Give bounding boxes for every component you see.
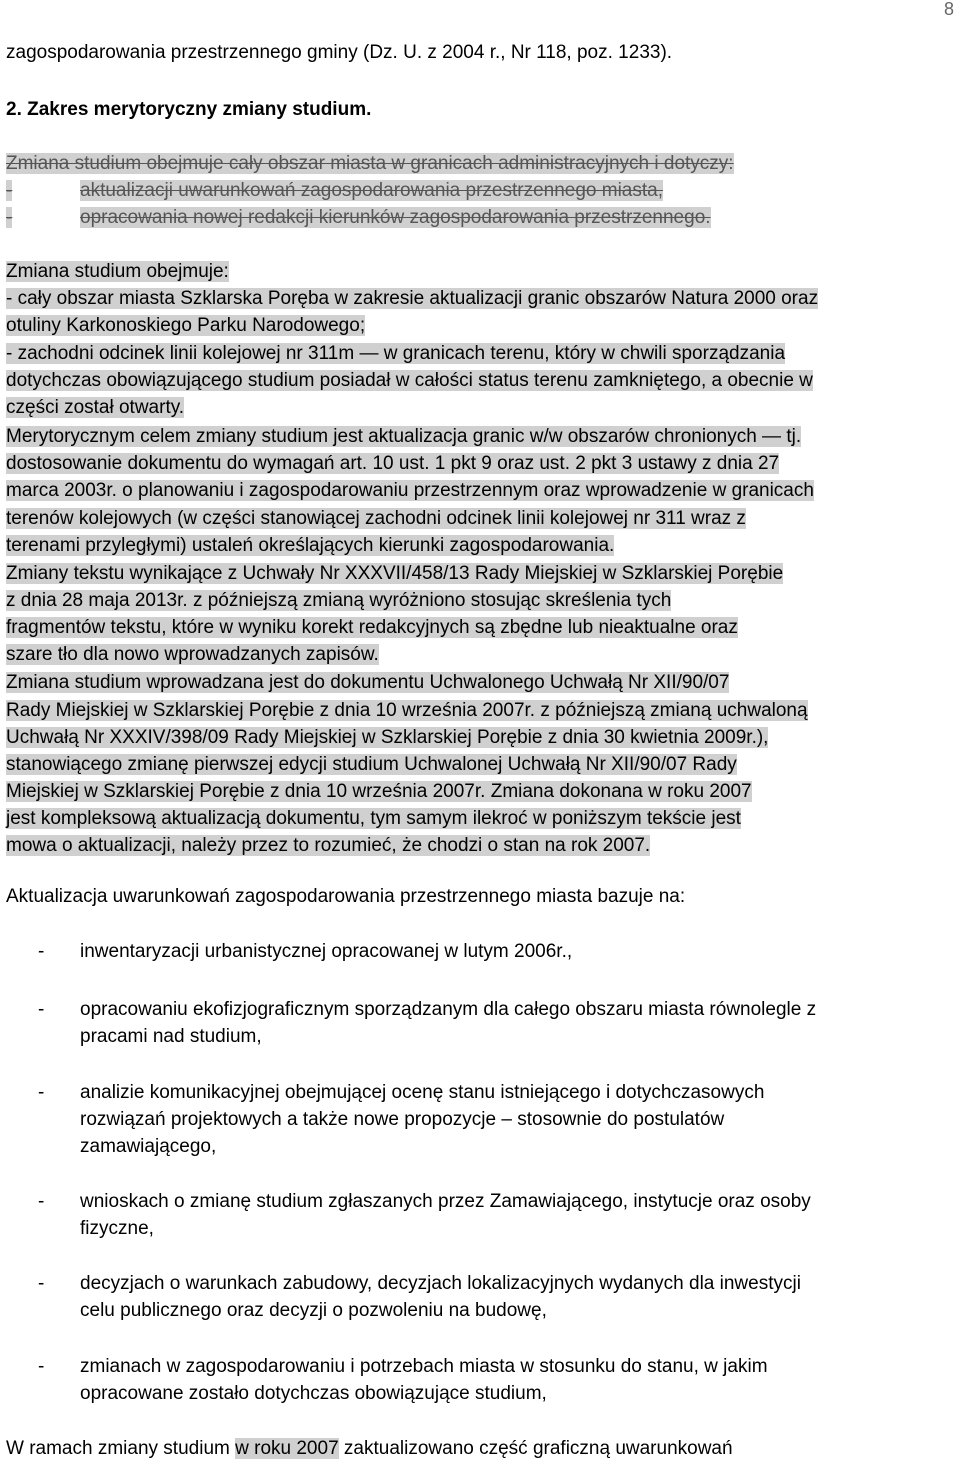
highlighted-line: terenami przyległymi) ustaleń określających kierunki zagospodarowania. [6, 535, 615, 556]
struck-item: aktualizacji uwarunkowań zagospodarowania przestrzennego miasta, [80, 180, 663, 201]
highlighted-line: szare tło dla nowo wprowadzanych zapisów. [6, 644, 379, 665]
bullet-text: decyzjach o warunkach zabudowy, decyzjach lokalizacyjnych wydanych dla inwestycji [80, 1273, 801, 1294]
intro-line: zagospodarowania przestrzennego gminy (Dz. U. z 2004 r., Nr 118, poz. 1233). [6, 42, 673, 63]
struck-dash: - [6, 180, 13, 201]
highlighted-line: jest kompleksową aktualizacją dokumentu, tym samym ilekroć w poniższym tekście jest [6, 808, 741, 829]
highlighted-line: stanowiącego zmianę pierwszej edycji studium Uchwalonej Uchwałą Nr XII/90/07 Rady [6, 754, 737, 775]
highlighted-line: części został otwarty. [6, 397, 185, 418]
highlighted-line: terenów kolejowych (w części stanowiącej zachodni odcinek linii kolejowej nr 311 wraz z [6, 508, 746, 529]
bullet-text: pracami nad studium, [80, 1026, 262, 1047]
highlighted-line: Miejskiej w Szklarskiej Porębie z dnia 10 września 2007r. Zmiana dokonana w roku 2007 [6, 781, 752, 802]
bullet-dash: - [38, 1356, 45, 1377]
highlighted-line: - zachodni odcinek linii kolejowej nr 311m — w granicach terenu, który w chwili sporządzania [6, 343, 786, 364]
bullet-dash: - [38, 999, 45, 1020]
bullet-text: wnioskach o zmianę studium zgłaszanych przez Zamawiającego, instytucje oraz osoby [80, 1191, 811, 1212]
highlighted-line: otuliny Karkonoskiego Parku Narodowego; [6, 315, 366, 336]
bullet-text: inwentaryzacji urbanistycznej opracowanej w lutym 2006r., [80, 941, 573, 962]
highlighted-line: marca 2003r. o planowaniu i zagospodarowaniu przestrzennym oraz wprowadzenie w granicach [6, 480, 814, 501]
bullet-dash: - [38, 941, 45, 962]
bullet-text: analizie komunikacyjnej obejmującej ocenę stanu istniejącego i dotychczasowych [80, 1082, 765, 1103]
bullet-text: rozwiązań projektowych a także nowe propozycje – stosownie do postulatów [80, 1109, 725, 1130]
aktualizacja-intro: Aktualizacja uwarunkowań zagospodarowania przestrzennego miasta bazuje na: [6, 886, 686, 907]
struck-line: Zmiana studium obejmuje cały obszar miasta w granicach administracyjnych i dotyczy: [6, 153, 734, 174]
bullet-text: fizyczne, [80, 1218, 154, 1239]
highlighted-line: dotychczas obowiązującego studium posiadał w całości status terenu zamkniętego, a obecnie w [6, 370, 813, 391]
highlighted-line: Merytorycznym celem zmiany studium jest aktualizacja granic w/w obszarów chronionych — tj. [6, 426, 802, 447]
last-line-text: W ramach zmiany studium [6, 1438, 236, 1459]
struck-dash: - [6, 207, 13, 228]
highlighted-line: Zmiana studium obejmuje: [6, 261, 229, 282]
bullet-text: zmianach w zagospodarowaniu i potrzebach miasta w stosunku do stanu, w jakim [80, 1356, 768, 1377]
highlighted-line: fragmentów tekstu, które w wyniku korekt redakcyjnych są zbędne lub nieaktualne oraz [6, 617, 738, 638]
last-line-text: zaktualizowano część graficzną uwarunkowań [338, 1438, 733, 1459]
highlighted-line: z dnia 28 maja 2013r. z późniejszą zmianą wyróżniono stosując skreślenia tych [6, 590, 672, 611]
highlighted-line: Uchwałą Nr XXXIV/398/09 Rady Miejskiej w Szklarskiej Porębie z dnia 30 kwietnia 2009r.), [6, 727, 769, 748]
bullet-text: opracowane zostało dotychczas obowiązujące studium, [80, 1383, 547, 1404]
struck-item: opracowania nowej redakcji kierunków zagospodarowania przestrzennego. [80, 207, 711, 228]
highlighted-line: Rady Miejskiej w Szklarskiej Porębie z dnia 10 września 2007r. z późniejszą zmianą uchwaloną [6, 700, 808, 721]
bullet-text: opracowaniu ekofizjograficznym sporządzanym dla całego obszaru miasta równolegle z [80, 999, 817, 1020]
highlighted-line: Zmiana studium wprowadzana jest do dokumentu Uchwalonego Uchwałą Nr XII/90/07 [6, 672, 730, 693]
bullet-dash: - [38, 1191, 45, 1212]
section-heading: 2. Zakres merytoryczny zmiany studium. [6, 99, 372, 120]
bullet-dash: - [38, 1273, 45, 1294]
last-line [6, 1435, 733, 1462]
highlighted-line: dostosowanie dokumentu do wymagań art. 10 ust. 1 pkt 9 oraz ust. 2 pkt 3 ustawy z dnia 27 [6, 453, 780, 474]
highlighted-line: mowa o aktualizacji, należy przez to rozumieć, że chodzi o stan na rok 2007. [6, 835, 651, 856]
highlighted-line: Zmiany tekstu wynikające z Uchwały Nr XXXVII/458/13 Rady Miejskiej w Szklarskiej Porębie [6, 563, 784, 584]
last-line-highlight: w roku 2007 [235, 1438, 339, 1459]
highlighted-line: - cały obszar miasta Szklarska Poręba w zakresie aktualizacji granic obszarów Natura 2000 oraz [6, 288, 819, 309]
bullet-text: zamawiającego, [80, 1136, 217, 1157]
bullet-dash: - [38, 1082, 45, 1103]
page-number: 8 [943, 0, 954, 19]
bullet-text: celu publicznego oraz decyzji o pozwoleniu na budowę, [80, 1300, 547, 1321]
